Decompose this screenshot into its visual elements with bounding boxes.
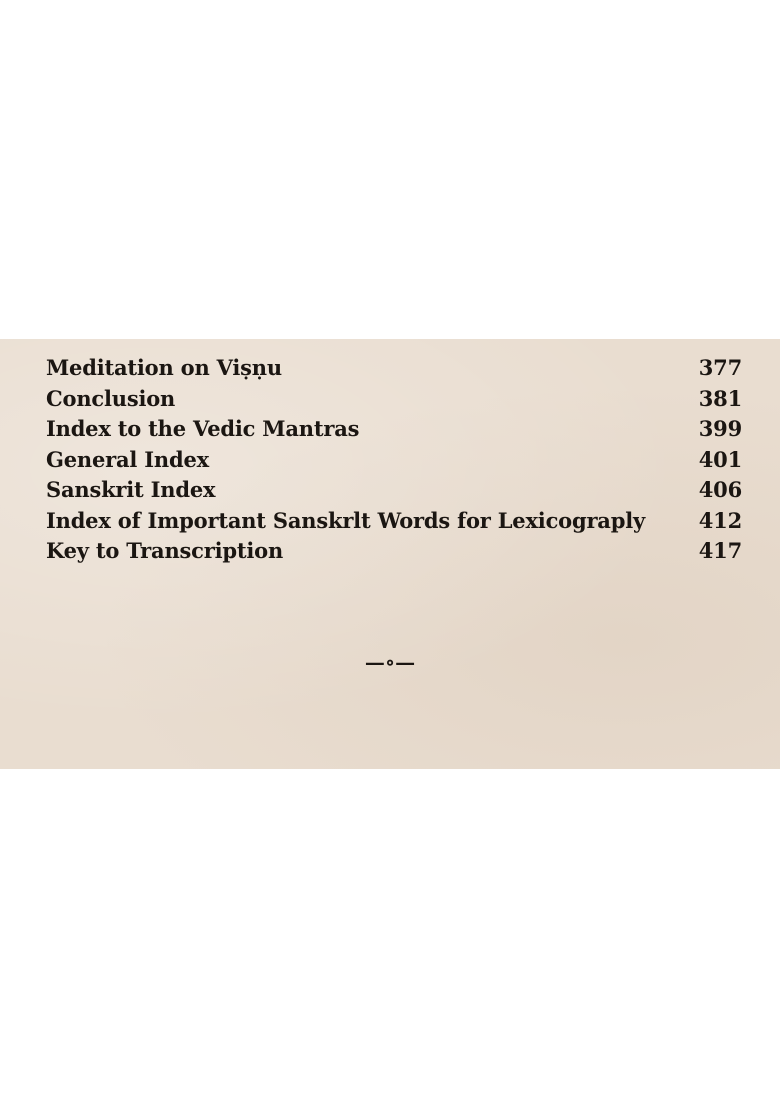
- toc-entry-page: 401: [698, 446, 742, 472]
- toc-entry-meditation-on-visnu: [46, 355, 742, 386]
- toc-entry-page: 377: [698, 355, 742, 380]
- toc-entry-conclusion: [46, 386, 742, 417]
- toc-entry-title: Conclusion: [46, 385, 176, 411]
- table-of-contents: [46, 355, 742, 569]
- toc-entry-key-to-transcription: [46, 538, 742, 569]
- toc-entry-general-index: [46, 447, 742, 478]
- toc-entry-title: Index to the Vedic Mantras: [46, 416, 360, 441]
- scanned-page: [0, 339, 780, 769]
- toc-entry-title: Key to Transcription: [46, 538, 284, 563]
- toc-entry-page: 399: [698, 416, 742, 441]
- toc-entry-index-vedic-mantras: [46, 416, 742, 447]
- toc-entry-page: 417: [698, 538, 742, 563]
- toc-entry-page: 381: [698, 385, 742, 411]
- toc-entry-title: Meditation on Viṣṇu: [46, 355, 282, 380]
- toc-entry-page: 406: [698, 477, 742, 502]
- toc-entry-page: 412: [698, 507, 742, 533]
- toc-entry-sanskrit-index: [46, 477, 742, 508]
- toc-entry-title: Index of Important Sanskrlt Words for Lexicograply: [46, 507, 645, 533]
- toc-entry-title: Sanskrit Index: [46, 477, 216, 502]
- section-end-ornament: —∘—: [364, 650, 416, 674]
- toc-entry-title: General Index: [46, 446, 209, 472]
- toc-entry-index-sanskrit-words: [46, 508, 742, 539]
